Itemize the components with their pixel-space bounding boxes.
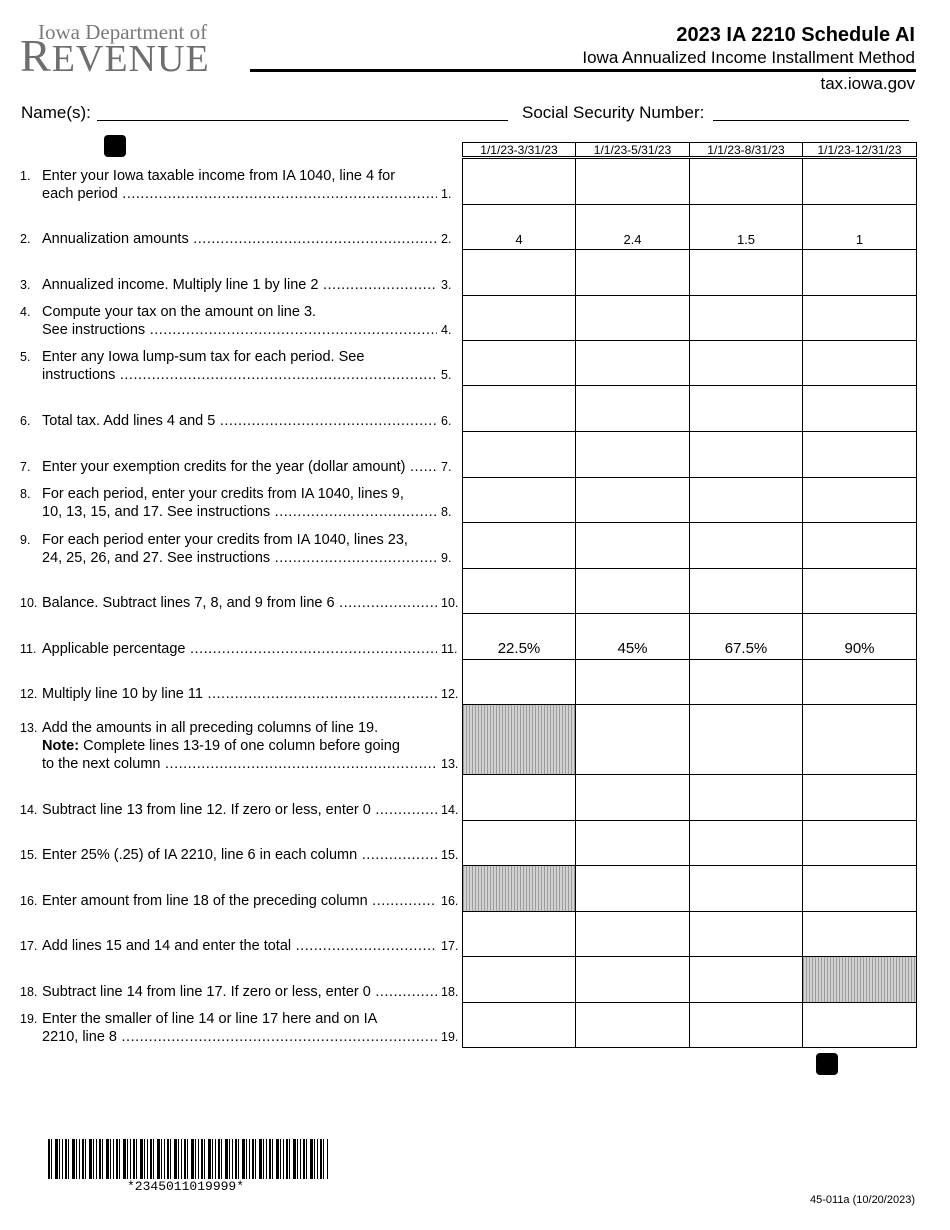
line-13-col-1-cell [462, 704, 576, 775]
line-number: 16. [20, 894, 38, 908]
barcode [48, 1139, 328, 1179]
line-12-col-3-cell[interactable] [689, 659, 803, 705]
column-header-period-3: 1/1/23-8/31/23 [689, 142, 803, 157]
line-description: Add the amounts in all preceding columns of line 19. Note: Complete lines 13-19 of one column before going to the next column ..... [42, 719, 437, 773]
line-15-col-1-cell[interactable] [462, 820, 576, 866]
line-number-end: 6. [441, 414, 452, 428]
line-number-end: 15. [441, 848, 459, 862]
line-number: 18. [20, 985, 38, 999]
line-description: Total tax. Add lines 4 and 5 ..... [42, 412, 437, 430]
line-12-col-1-cell[interactable] [462, 659, 576, 705]
line-14-col-4-cell[interactable] [802, 774, 917, 821]
line-8-col-4-cell[interactable] [802, 477, 917, 523]
line-5-col-2-cell[interactable] [575, 340, 690, 386]
line-14-col-2-cell[interactable] [575, 774, 690, 821]
line-16-col-4-cell[interactable] [802, 865, 917, 912]
line-9-col-2-cell[interactable] [575, 522, 690, 569]
logo-revenue-wordmark: REVENUE [20, 30, 210, 81]
line-number-end: 17. [441, 939, 459, 953]
line-description: Enter your exemption credits for the year (dollar amount) ..... [42, 458, 437, 476]
line-1-col-1-cell[interactable] [462, 158, 576, 205]
ssn-field[interactable] [713, 120, 909, 121]
line-number: 7. [20, 460, 31, 474]
cell-value: 22.5% [497, 640, 541, 657]
line-number-end: 18. [441, 985, 459, 999]
line-number: 13. [20, 721, 38, 735]
line-15-col-4-cell[interactable] [802, 820, 917, 866]
line-6-col-1-cell[interactable] [462, 385, 576, 432]
name-label: Name(s): [21, 103, 91, 122]
line-13-col-4-cell[interactable] [802, 704, 917, 775]
line-4-col-3-cell[interactable] [689, 295, 803, 341]
line-number-end: 3. [441, 278, 452, 292]
cell-value: 45% [617, 640, 648, 657]
line-10-col-1-cell[interactable] [462, 568, 576, 614]
line-17-col-4-cell[interactable] [802, 911, 917, 957]
line-16-col-1-cell [462, 865, 576, 912]
line-1-col-2-cell[interactable] [575, 158, 690, 205]
line-6-col-2-cell[interactable] [575, 385, 690, 432]
line-number-end: 2. [441, 232, 452, 246]
line-number-end: 19. [441, 1030, 459, 1044]
line-number: 11. [20, 642, 37, 656]
line-description: Enter amount from line 18 of the preceding column ..... [42, 892, 437, 910]
line-18-col-3-cell[interactable] [689, 956, 803, 1003]
cell-value: 90% [844, 640, 875, 657]
line-description: Multiply line 10 by line 11 ..... [42, 685, 437, 703]
line-description: Add lines 15 and 14 and enter the total ..... [42, 937, 437, 955]
line-number: 3. [20, 278, 31, 292]
line-19-col-2-cell[interactable] [575, 1002, 690, 1048]
line-18-col-4-cell [802, 956, 917, 1003]
line-number-end: 11. [441, 642, 458, 656]
line-description: Balance. Subtract lines 7, 8, and 9 from line 6 ..... [42, 594, 437, 612]
line-10-col-3-cell[interactable] [689, 568, 803, 614]
line-4-col-2-cell[interactable] [575, 295, 690, 341]
line-2-col-1-cell[interactable] [462, 204, 576, 250]
line-number: 14. [20, 803, 38, 817]
line-6-col-3-cell[interactable] [689, 385, 803, 432]
line-description: Enter 25% (.25) of IA 2210, line 6 in each column ..... [42, 846, 437, 864]
line-13-col-2-cell[interactable] [575, 704, 690, 775]
line-number: 19. [20, 1012, 38, 1026]
line-7-col-1-cell[interactable] [462, 431, 576, 478]
line-description: Compute your tax on the amount on line 3. See instructions ..... [42, 303, 437, 339]
line-18-col-1-cell[interactable] [462, 956, 576, 1003]
line-number-end: 12. [441, 687, 459, 701]
line-7-col-3-cell[interactable] [689, 431, 803, 478]
cell-value: 4 [515, 232, 523, 247]
line-3-col-4-cell[interactable] [802, 249, 917, 296]
line-1-col-4-cell[interactable] [802, 158, 917, 205]
line-number-end: 4. [441, 323, 452, 337]
line-11-col-3-cell[interactable] [689, 613, 803, 660]
line-number-end: 1. [441, 187, 452, 201]
line-description: For each period, enter your credits from IA 1040, lines 9, 10, 13, 15, and 17. See instructions ..... [42, 485, 437, 521]
line-3-col-1-cell[interactable] [462, 249, 576, 296]
ssn-label: Social Security Number: [522, 103, 705, 122]
line-number: 6. [20, 414, 31, 428]
line-description: For each period enter your credits from IA 1040, lines 23, 24, 25, 26, and 27. See instructions ..... [42, 531, 437, 567]
line-17-col-3-cell[interactable] [689, 911, 803, 957]
cell-value: 1.5 [736, 232, 756, 247]
line-description: Subtract line 14 from line 17. If zero or less, enter 0 ..... [42, 983, 437, 1001]
line-number: 9. [20, 533, 31, 547]
line-5-col-1-cell[interactable] [462, 340, 576, 386]
line-description: Applicable percentage ..... [42, 640, 437, 658]
form-revision-code: 45-011a (10/20/2023) [810, 1194, 915, 1206]
line-number: 17. [20, 939, 38, 953]
line-number-end: 5. [441, 368, 452, 382]
line-10-col-4-cell[interactable] [802, 568, 917, 614]
line-4-col-1-cell[interactable] [462, 295, 576, 341]
column-header-period-1: 1/1/23-3/31/23 [462, 142, 576, 157]
line-2-col-4-cell[interactable] [802, 204, 917, 250]
line-description: Enter any Iowa lump-sum tax for each period. See instructions ..... [42, 348, 437, 384]
line-number: 4. [20, 305, 31, 319]
line-7-col-4-cell[interactable] [802, 431, 917, 478]
line-8-col-1-cell[interactable] [462, 477, 576, 523]
header-divider [250, 69, 916, 72]
line-number: 2. [20, 232, 31, 246]
line-description: Enter your Iowa taxable income from IA 1040, line 4 for each period ..... [42, 167, 437, 203]
line-5-col-4-cell[interactable] [802, 340, 917, 386]
line-description: Annualization amounts ..... [42, 230, 437, 248]
line-number: 12. [20, 687, 38, 701]
line-number: 10. [20, 596, 38, 610]
line-description: Subtract line 13 from line 12. If zero or less, enter 0 ..... [42, 801, 437, 819]
line-3-col-2-cell[interactable] [575, 249, 690, 296]
line-8-col-3-cell[interactable] [689, 477, 803, 523]
line-16-col-3-cell[interactable] [689, 865, 803, 912]
registration-mark-top [104, 135, 126, 157]
line-9-col-1-cell[interactable] [462, 522, 576, 569]
line-4-col-4-cell[interactable] [802, 295, 917, 341]
line-number-end: 9. [441, 551, 452, 565]
cell-value: 1 [855, 232, 864, 247]
registration-mark-bottom [816, 1053, 838, 1075]
line-19-col-1-cell[interactable] [462, 1002, 576, 1048]
logo-agency-name: Iowa Department of [38, 20, 208, 44]
line-19-col-3-cell[interactable] [689, 1002, 803, 1048]
line-number-end: 16. [441, 894, 459, 908]
line-18-col-2-cell[interactable] [575, 956, 690, 1003]
line-number-end: 8. [441, 505, 452, 519]
line-number-end: 7. [441, 460, 452, 474]
line-description: Annualized income. Multiply line 1 by line 2 ..... [42, 276, 437, 294]
line-12-col-4-cell[interactable] [802, 659, 917, 705]
line-2-col-3-cell[interactable] [689, 204, 803, 250]
line-16-col-2-cell[interactable] [575, 865, 690, 912]
line-11-col-1-cell[interactable] [462, 613, 576, 660]
line-11-col-2-cell[interactable] [575, 613, 690, 660]
line-number: 1. [20, 169, 31, 183]
line-7-col-2-cell[interactable] [575, 431, 690, 478]
line-description: Enter the smaller of line 14 or line 17 here and on IA 2210, line 8 ..... [42, 1010, 437, 1046]
line-number-end: 14. [441, 803, 459, 817]
line-12-col-2-cell[interactable] [575, 659, 690, 705]
column-header-period-4: 1/1/23-12/31/23 [802, 142, 917, 157]
line-8-col-2-cell[interactable] [575, 477, 690, 523]
cell-value: 67.5% [724, 640, 768, 657]
line-9-col-3-cell[interactable] [689, 522, 803, 569]
line-number-end: 10. [441, 596, 459, 610]
line-1-col-3-cell[interactable] [689, 158, 803, 205]
line-17-col-2-cell[interactable] [575, 911, 690, 957]
note-label: Note: [42, 738, 80, 754]
line-10-col-2-cell[interactable] [575, 568, 690, 614]
line-15-col-3-cell[interactable] [689, 820, 803, 866]
line-number: 8. [20, 487, 31, 501]
line-19-col-4-cell[interactable] [802, 1002, 917, 1048]
line-9-col-4-cell[interactable] [802, 522, 917, 569]
line-11-col-4-cell[interactable] [802, 613, 917, 660]
column-header-period-2: 1/1/23-5/31/23 [575, 142, 690, 157]
cell-value: 2.4 [623, 232, 642, 247]
name-field[interactable] [97, 120, 508, 121]
line-2-col-2-cell[interactable] [575, 204, 690, 250]
line-14-col-3-cell[interactable] [689, 774, 803, 821]
line-number: 15. [20, 848, 38, 862]
line-3-col-3-cell[interactable] [689, 249, 803, 296]
line-14-col-1-cell[interactable] [462, 774, 576, 821]
line-13-col-3-cell[interactable] [689, 704, 803, 775]
line-6-col-4-cell[interactable] [802, 385, 917, 432]
form-title: 2023 IA 2210 Schedule AI [676, 24, 915, 46]
line-15-col-2-cell[interactable] [575, 820, 690, 866]
line-5-col-3-cell[interactable] [689, 340, 803, 386]
line-number-end: 13. [441, 757, 459, 771]
form-subtitle: Iowa Annualized Income Installment Method [582, 48, 915, 67]
website-link[interactable]: tax.iowa.gov [820, 74, 915, 93]
line-number: 5. [20, 350, 31, 364]
barcode-number: *2345011019999* [127, 1179, 245, 1194]
line-17-col-1-cell[interactable] [462, 911, 576, 957]
